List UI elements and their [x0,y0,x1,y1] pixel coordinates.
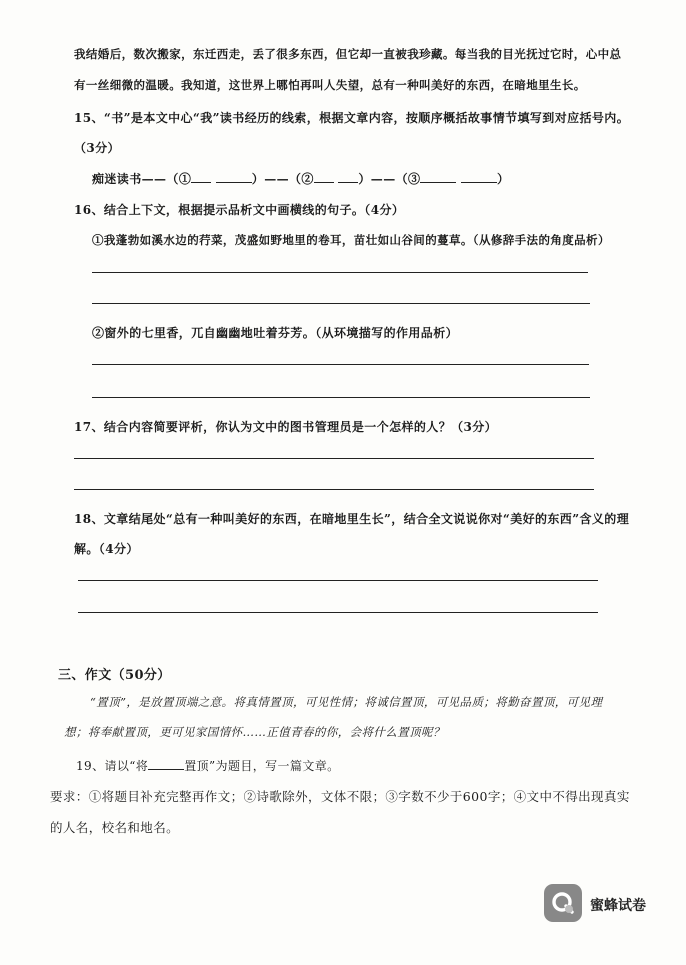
q18-points: 解。（4分） [74,542,139,556]
q15-mid-2: ）——（ [358,172,408,186]
q16-2-answer-line-1[interactable] [92,364,589,365]
composition-requirements-1: 要求：①将题目补充完整再作文；②诗歌除外，文体不限；③字数不少于600字；④文中不得出现真实 [50,789,630,804]
q15-blank-1b[interactable] [216,172,252,183]
q19-title-blank[interactable] [148,759,184,770]
q15-mid-1: ）——（ [251,172,302,186]
q17-answer-line-1[interactable] [74,458,594,459]
q16-1-answer-line-1[interactable] [92,272,588,273]
q16-prompt: 16、结合上下文，根据提示品析文中画横线的句子。（4分） [74,203,405,217]
composition-intro-1: “置顶”，是放置顶端之意。将真情置顶，可见性情；将诚信置顶，可见品质；将勤奋置顶，可见理 [90,695,603,709]
q17-answer-line-2[interactable] [74,489,594,490]
q18-prompt: 18、文章结尾处“总有一种叫美好的东西，在暗地里生长”，结合全文说说你对“美好的东西”含义的理 [74,512,630,526]
composition-intro-2: 想；将奉献置顶，更可见家国情怀……正值青春的你，会将什么置顶呢？ [64,725,445,739]
q16-1-answer-line-2[interactable] [92,303,590,304]
q15-chain-start: 痴迷读书——（ [92,172,179,186]
q15-plot-chain [92,170,509,187]
watermark-label: 蜜蜂试卷 [590,898,646,914]
q17-prompt: 17、结合内容简要评析，你认为文中的图书管理员是一个怎样的人？（3分） [74,420,498,434]
q15-blank-2a[interactable] [314,172,334,183]
q15-blank-3a[interactable] [420,172,456,183]
q15-blank-3b[interactable] [461,172,497,183]
q15-num-1: ① [178,172,192,186]
q19-prompt-start: 19、请以“将 [76,759,149,773]
q15-num-2: ② [301,172,314,186]
q16-2-answer-line-2[interactable] [92,397,590,398]
q19-prompt-end: 置顶”为题目，写一篇文章。 [184,759,340,773]
q15-num-3: ③ [408,172,421,186]
passage-line-2: 有一丝细微的温暖。我知道，这世界上哪怕再叫人失望，总有一种叫美好的东西，在暗地里生长。 [74,78,586,92]
passage-line-1: 我结婚后，数次搬家，东迁西走，丢了很多东西，但它却一直被我珍藏。每当我的目光抚过它时，心中总 [74,47,622,61]
q15-blank-1a[interactable] [191,172,211,183]
q16-sub-2: ②窗外的七里香，兀自幽幽地吐着芬芳。（从环境描写的作用品析） [92,326,459,340]
composition-requirements-2: 的人名，校名和地名。 [50,820,180,835]
composition-heading: 三、作文（50分） [58,668,171,683]
q18-answer-line-2[interactable] [78,612,598,613]
q15-chain-end: ） [496,172,510,186]
q18-answer-line-1[interactable] [78,580,598,581]
q15-blank-2b[interactable] [338,172,358,183]
q19-prompt [76,757,340,774]
q15-prompt: 15、“书”是本文中心“我”读书经历的线索，根据文章内容，按顺序概括故事情节填写到对应括号内。 [74,111,630,125]
bee-app-icon [544,884,582,922]
q16-sub-1: ①我蓬勃如溪水边的荇菜，茂盛如野地里的卷耳，苗壮如山谷间的蔓草。（从修辞手法的角度品析） [92,233,610,247]
q15-points: （3分） [74,141,120,155]
